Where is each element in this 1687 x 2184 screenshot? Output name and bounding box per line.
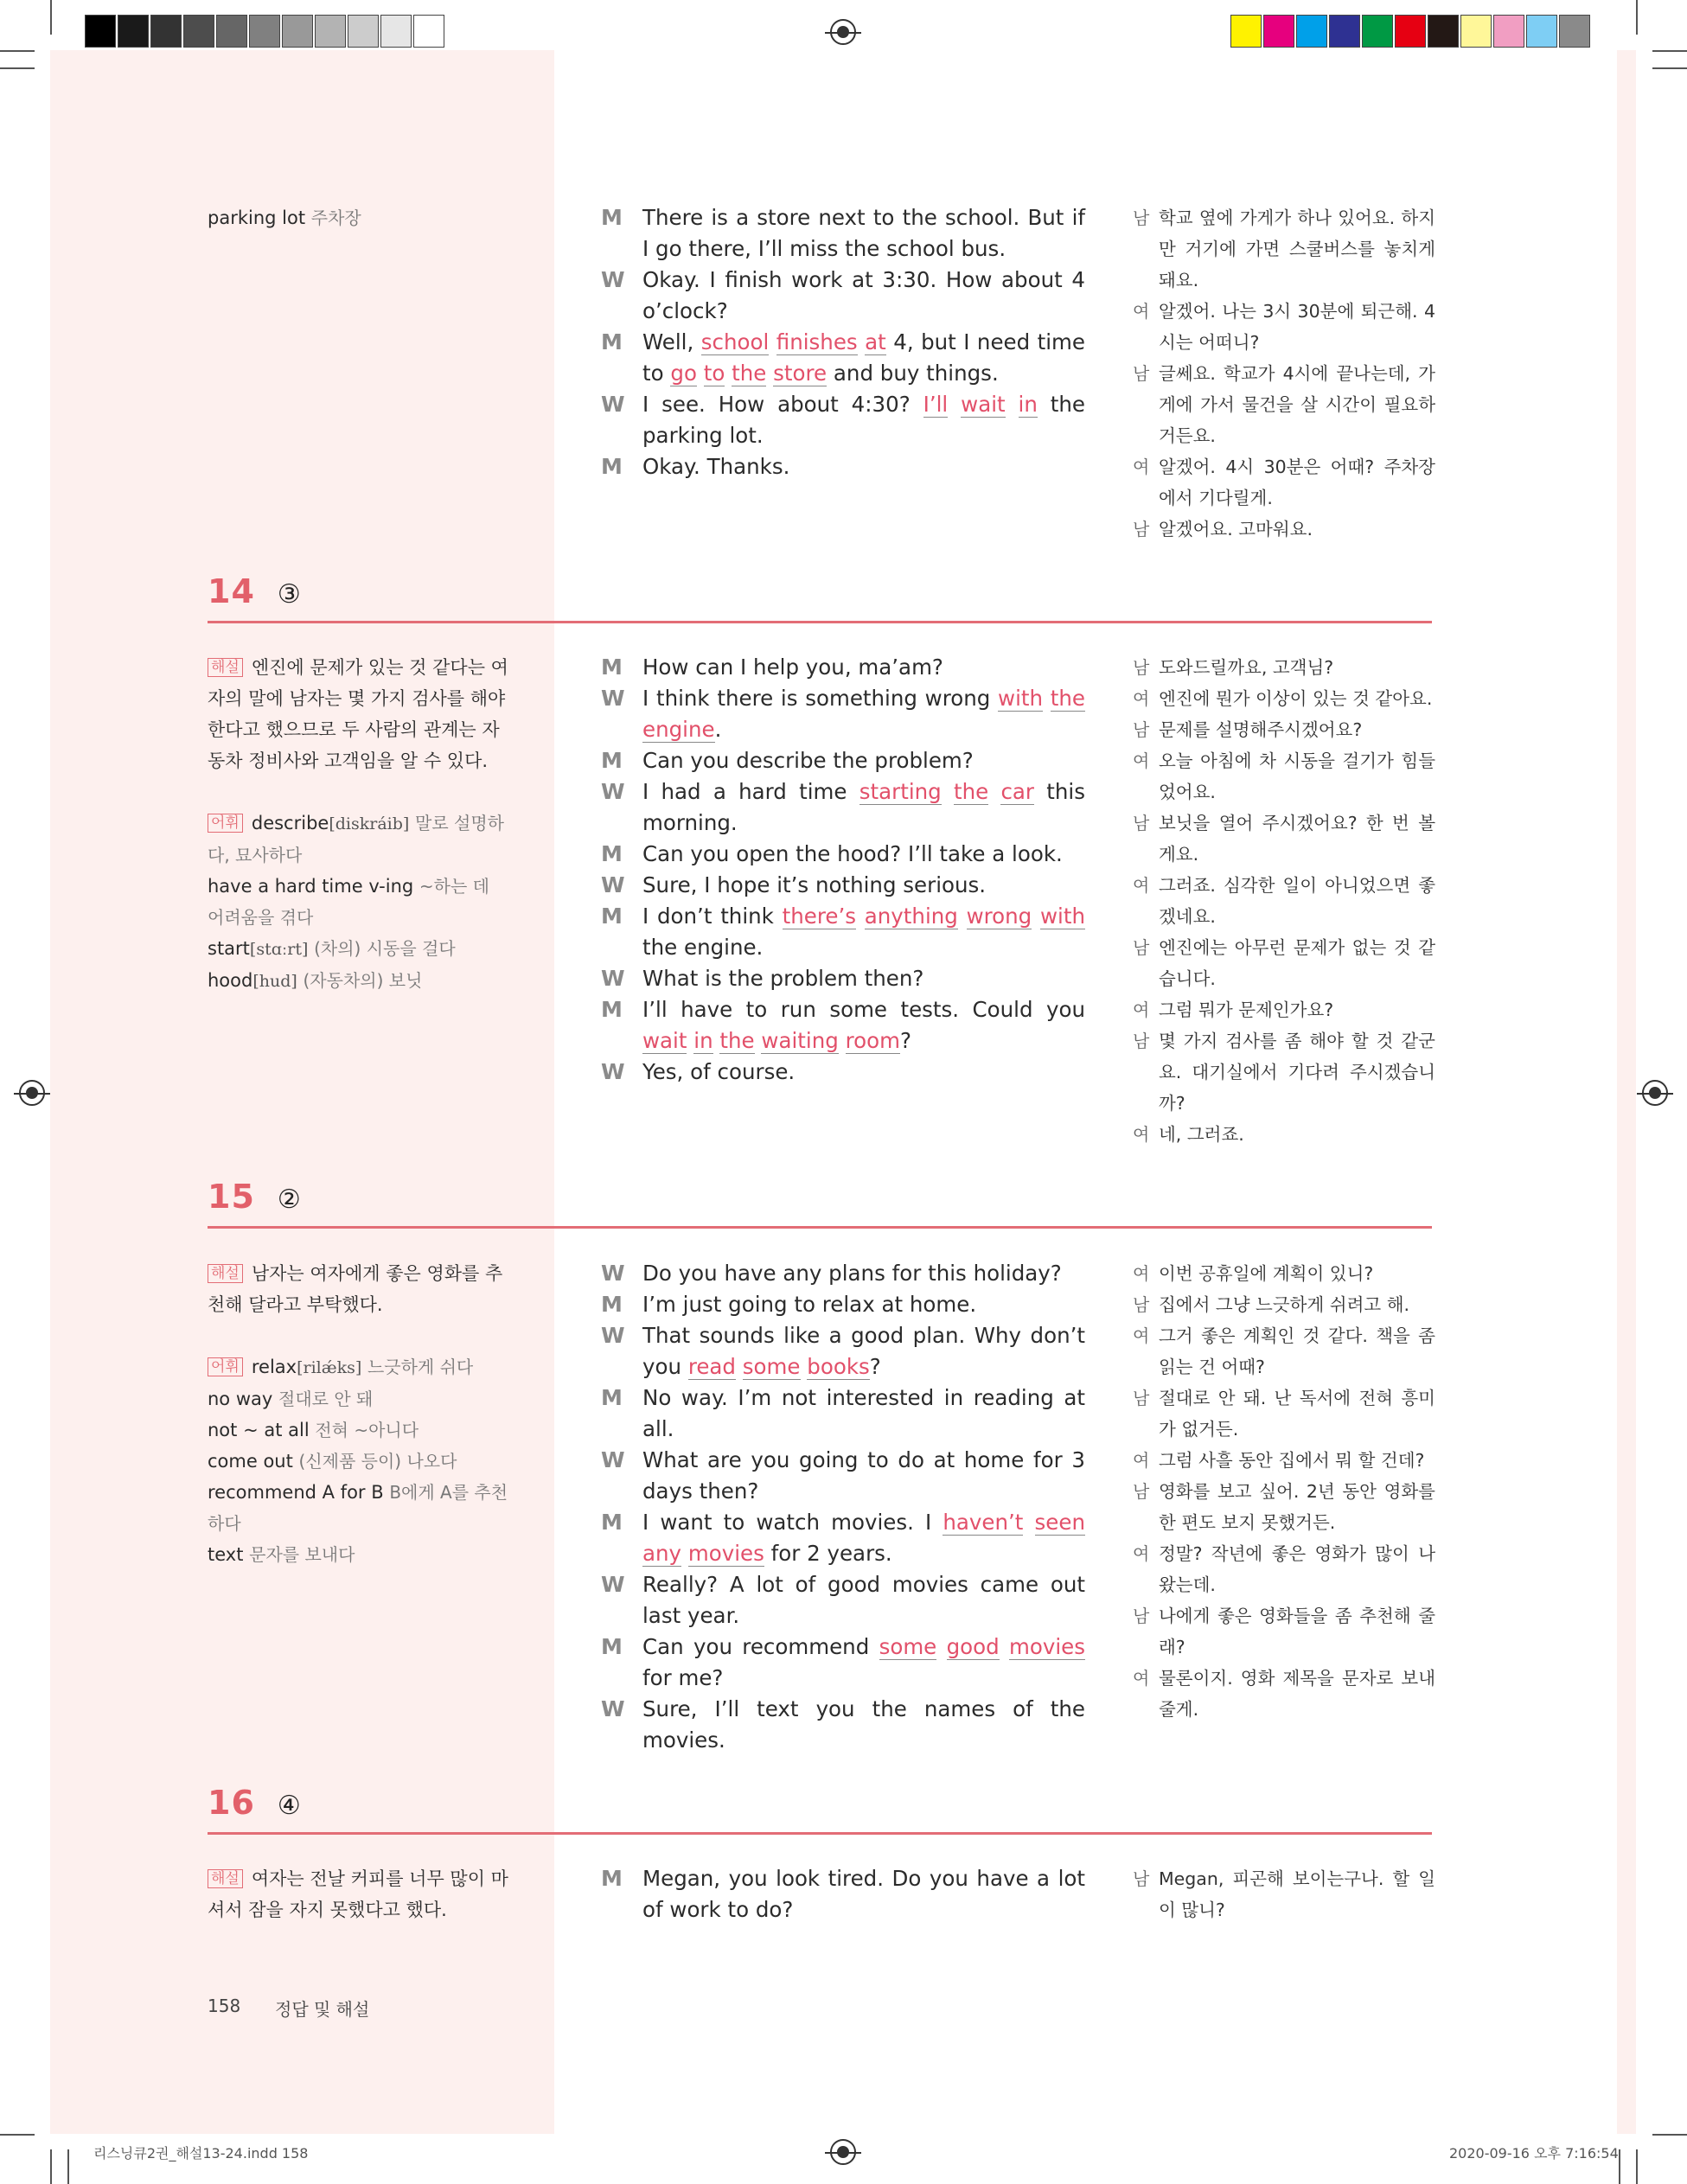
vocab-en: come out xyxy=(208,1451,293,1472)
color-swatch xyxy=(1329,15,1360,48)
translation-text: 그러죠. 심각한 일이 아니었으면 좋겠네요. xyxy=(1159,875,1435,927)
question-answer: ③ xyxy=(277,579,301,610)
vocab-ko: 문자를 보내다 xyxy=(249,1544,355,1565)
dialogue-line xyxy=(601,963,1085,994)
question-14-header xyxy=(208,572,301,610)
dialogue-line xyxy=(601,1320,1085,1383)
vocab-item xyxy=(208,202,510,233)
section-divider xyxy=(208,621,1432,623)
dialogue-text: I’m just going to relax at home. xyxy=(642,1292,977,1317)
dialogue-line xyxy=(601,389,1085,451)
dialogue-line xyxy=(601,327,1085,389)
explanation-tag: 해설 xyxy=(208,658,243,677)
speaker-label-ko: 남 xyxy=(1133,937,1150,958)
color-swatch xyxy=(1428,15,1459,48)
question-answer: ② xyxy=(277,1185,301,1215)
speaker-label-ko: 여 xyxy=(1133,1263,1150,1284)
fill-in-blank-answer: the xyxy=(719,1028,755,1053)
speaker-label-ko: 여 xyxy=(1133,750,1150,771)
fill-in-blank-answer: in xyxy=(693,1028,713,1053)
dialogue-text: There is a store next to the school. But if I go there, I’ll miss the school bus. xyxy=(642,205,1085,261)
translation-text: 정말? 작년에 좋은 영화가 많이 나왔는데. xyxy=(1159,1543,1435,1595)
dialogue-text: What are you going to do at home for 3 days then? xyxy=(642,1447,1085,1504)
dialogue-line xyxy=(601,839,1085,870)
dialogue-text: Yes, of course. xyxy=(642,1059,796,1084)
speaker-label-ko: 여 xyxy=(1133,1668,1150,1689)
speaker-label: W xyxy=(601,392,625,417)
fill-in-blank-answer: at xyxy=(865,329,886,354)
vocab-ko: 말로 설명하다, 묘사하다 xyxy=(208,813,504,865)
q14-dialogue xyxy=(601,652,1085,1088)
dialogue-text: No way. I’m not interested in reading at all. xyxy=(642,1385,1085,1441)
vocab-ko: (신제품 등이) 나오다 xyxy=(298,1451,457,1472)
vocab-en: recommend A for B xyxy=(208,1482,384,1503)
translation-line xyxy=(1133,514,1435,545)
fill-in-blank-answer: starting xyxy=(859,779,942,804)
speaker-label-ko: 남 xyxy=(1133,1294,1150,1315)
translation-text: 절대로 안 돼. 난 독서에 전혀 흥미가 없거든. xyxy=(1159,1388,1435,1440)
registration-mark-top xyxy=(830,19,856,45)
translation-line xyxy=(1133,296,1435,358)
gray-swatch xyxy=(348,15,379,48)
fill-in-blank-answer: in xyxy=(1018,392,1038,417)
speaker-label-ko: 여 xyxy=(1133,1325,1150,1346)
fill-in-blank-answer: haven’t xyxy=(943,1510,1024,1535)
q14-korean-translation xyxy=(1133,652,1435,1150)
color-swatch xyxy=(1362,15,1393,48)
vocab-tag: 어휘 xyxy=(208,1357,243,1376)
color-swatch xyxy=(1559,15,1590,48)
dialogue-line xyxy=(601,901,1085,963)
vocab-pronunciation: [rilǽks] xyxy=(297,1358,362,1377)
fill-in-blank-answer: wait xyxy=(642,1028,687,1053)
speaker-label: M xyxy=(601,205,623,230)
translation-text: 오늘 아침에 차 시동을 걸기가 힘들었어요. xyxy=(1159,750,1435,802)
speaker-label: M xyxy=(601,841,623,866)
dialogue-line xyxy=(601,1507,1085,1569)
fill-in-blank-answer: movies xyxy=(1009,1634,1086,1659)
color-swatch xyxy=(1493,15,1524,48)
dialogue-text: I don’t think there’s anything wrong with the engine. xyxy=(642,904,1085,960)
vocab-ko: 주차장 xyxy=(310,208,361,228)
translation-text: 알겠어. 4시 30분은 어때? 주차장에서 기다릴게. xyxy=(1159,457,1435,508)
translation-line xyxy=(1133,1025,1435,1119)
speaker-label: W xyxy=(601,1323,625,1348)
vocab-pronunciation: [stɑːrt] xyxy=(249,940,309,959)
q16-sidebar xyxy=(208,1863,510,1925)
fill-in-blank-answer: seen xyxy=(1034,1510,1085,1535)
dialogue-line xyxy=(601,1569,1085,1632)
translation-line xyxy=(1133,1258,1435,1289)
vocab-list xyxy=(208,808,510,997)
dialogue-line xyxy=(601,1445,1085,1507)
color-swatch xyxy=(1230,15,1262,48)
dialogue-text: Sure, I hope it’s nothing serious. xyxy=(642,872,987,897)
question-number: 16 xyxy=(208,1784,255,1822)
translation-text: 그럼 뭐가 문제인가요? xyxy=(1159,999,1334,1020)
vocab-en: text xyxy=(208,1544,244,1565)
fill-in-blank-answer: books xyxy=(807,1354,870,1379)
speaker-label: W xyxy=(601,686,625,711)
speaker-label: W xyxy=(601,1261,625,1286)
translation-line xyxy=(1133,1320,1435,1383)
dialogue-text: Can you recommend some good movies for me? xyxy=(642,1634,1086,1690)
speaker-label: M xyxy=(601,1866,623,1891)
fill-in-blank-answer: car xyxy=(1000,779,1035,804)
translation-line xyxy=(1133,683,1435,714)
dialogue-text: How can I help you, ma’am? xyxy=(642,655,943,680)
fill-in-blank-answer: wrong xyxy=(966,904,1032,929)
fill-in-blank-answer: wait xyxy=(961,392,1006,417)
q16-korean-translation xyxy=(1133,1863,1435,1925)
speaker-label-ko: 남 xyxy=(1133,657,1150,678)
speaker-label-ko: 남 xyxy=(1133,519,1150,540)
fill-in-blank-answer: the xyxy=(732,361,767,386)
translation-line xyxy=(1133,745,1435,808)
gray-swatch xyxy=(216,15,247,48)
dialogue-line xyxy=(601,776,1085,839)
fill-in-blank-answer: with xyxy=(1040,904,1085,929)
color-swatch xyxy=(1296,15,1327,48)
gray-swatch xyxy=(249,15,280,48)
translation-text: 엔진에 뭔가 이상이 있는 것 같아요. xyxy=(1159,688,1433,709)
fill-in-blank-answer: any xyxy=(642,1541,682,1566)
translation-line xyxy=(1133,932,1435,994)
speaker-label-ko: 여 xyxy=(1133,1543,1150,1564)
fill-in-blank-answer: anything xyxy=(864,904,958,929)
right-edge-background xyxy=(1617,50,1636,2134)
speaker-label: M xyxy=(601,1385,623,1410)
translation-line xyxy=(1133,1538,1435,1600)
gray-swatch xyxy=(413,15,444,48)
explanation xyxy=(208,1863,510,1925)
fill-in-blank-answer: the xyxy=(953,779,989,804)
dialogue-line xyxy=(601,683,1085,745)
explanation-tag: 해설 xyxy=(208,1869,243,1888)
dialogue-line xyxy=(601,1383,1085,1445)
translation-line xyxy=(1133,714,1435,745)
speaker-label-ko: 여 xyxy=(1133,875,1150,896)
speaker-label: M xyxy=(601,748,623,773)
speaker-label: M xyxy=(601,655,623,680)
translation-line xyxy=(1133,202,1435,296)
translation-text: 알겠어요. 고마워요. xyxy=(1159,519,1313,540)
vocab-tag: 어휘 xyxy=(208,814,243,833)
vocab-en: parking lot xyxy=(208,208,306,228)
dialogue-line xyxy=(601,265,1085,327)
vocab-item xyxy=(208,1446,510,1477)
translation-line xyxy=(1133,1445,1435,1476)
color-swatch xyxy=(1526,15,1557,48)
vocab-ko: 절대로 안 돼 xyxy=(278,1389,374,1409)
speaker-label-ko: 남 xyxy=(1133,1606,1150,1626)
slug-file-info: 리스닝큐2권_해설13-24.indd 158 xyxy=(93,2145,309,2162)
slug-date-info: 2020-09-16 오후 7:16:54 xyxy=(1449,2145,1619,2162)
speaker-label-ko: 여 xyxy=(1133,688,1150,709)
speaker-label-ko: 여 xyxy=(1133,1124,1150,1145)
vocab-en: no way xyxy=(208,1389,273,1409)
vocab-item xyxy=(208,1414,510,1446)
fill-in-blank-answer: finishes xyxy=(776,329,858,354)
q16-dialogue xyxy=(601,1863,1085,1925)
vocab-ko: 느긋하게 쉬다 xyxy=(367,1357,474,1377)
translation-text: 알겠어. 나는 3시 30분에 퇴근해. 4시는 어떠니? xyxy=(1159,301,1435,353)
fill-in-blank-answer: I’ll xyxy=(923,392,949,417)
registration-mark-right xyxy=(1642,1080,1668,1106)
speaker-label: M xyxy=(601,904,623,929)
dialogue-line xyxy=(601,745,1085,776)
dialogue-text: Do you have any plans for this holiday? xyxy=(642,1261,1062,1286)
translation-line xyxy=(1133,1663,1435,1725)
translation-text: 학교 옆에 가게가 하나 있어요. 하지만 거기에 가면 스쿨버스를 놓치게 돼요. xyxy=(1159,208,1435,291)
fill-in-blank-answer: some xyxy=(742,1354,801,1379)
dialogue-text: I want to watch movies. I haven’t seen any movies for 2 years. xyxy=(642,1510,1085,1566)
dialogue-text: I see. How about 4:30? I’ll wait in the parking lot. xyxy=(642,392,1085,448)
speaker-label: W xyxy=(601,966,625,991)
section-label: 정답 및 해설 xyxy=(275,1999,370,2020)
vocab-ko: 전혀 ~아니다 xyxy=(315,1420,419,1440)
q14-sidebar xyxy=(208,652,510,997)
registration-mark-bottom xyxy=(830,2139,856,2165)
vocab-item xyxy=(208,1351,510,1383)
dialogue-line xyxy=(601,1289,1085,1320)
speaker-label: M xyxy=(601,997,623,1022)
dialogue-text: Can you describe the problem? xyxy=(642,748,974,773)
explanation xyxy=(208,652,510,776)
speaker-label: W xyxy=(601,1059,625,1084)
vocab-item xyxy=(208,1539,510,1570)
translation-text: 문제를 설명해주시겠어요? xyxy=(1159,719,1363,740)
vocab-item xyxy=(208,808,510,871)
explanation-text: 남자는 여자에게 좋은 영화를 추천해 달라고 부탁했다. xyxy=(208,1263,503,1315)
speaker-label-ko: 남 xyxy=(1133,1031,1150,1051)
top-dialogue xyxy=(601,202,1085,482)
speaker-label: W xyxy=(601,1447,625,1472)
dialogue-text: I think there is something wrong with the engine. xyxy=(642,686,1085,742)
explanation xyxy=(208,1258,510,1320)
speaker-label-ko: 여 xyxy=(1133,457,1150,477)
vocab-ko: (차의) 시동을 걸다 xyxy=(314,938,456,959)
speaker-label-ko: 남 xyxy=(1133,208,1150,228)
dialogue-text: I had a hard time starting the car this morning. xyxy=(642,779,1085,835)
translation-text: 보닛을 열어 주시겠어요? 한 번 볼게요. xyxy=(1159,813,1435,865)
dialogue-line xyxy=(601,870,1085,901)
gray-swatch xyxy=(150,15,182,48)
translation-text: 네, 그러죠. xyxy=(1159,1124,1244,1145)
fill-in-blank-answer: with xyxy=(998,686,1044,711)
speaker-label: W xyxy=(601,267,625,292)
speaker-label-ko: 남 xyxy=(1133,813,1150,833)
color-swatch xyxy=(1263,15,1294,48)
translation-text: 물론이지. 영화 제목을 문자로 보내줄게. xyxy=(1159,1668,1435,1720)
gray-swatch xyxy=(315,15,346,48)
speaker-label-ko: 남 xyxy=(1133,1481,1150,1502)
color-swatch xyxy=(1460,15,1492,48)
dialogue-text: Sure, I’ll text you the names of the movies. xyxy=(642,1696,1085,1753)
vocab-item xyxy=(208,1383,510,1414)
speaker-label-ko: 남 xyxy=(1133,1868,1150,1889)
speaker-label: M xyxy=(601,329,623,354)
dialogue-line xyxy=(601,652,1085,683)
q15-dialogue xyxy=(601,1258,1085,1756)
color-swatch xyxy=(1395,15,1426,48)
speaker-label: M xyxy=(601,1292,623,1317)
speaker-label: M xyxy=(601,1634,623,1659)
gray-swatch xyxy=(282,15,313,48)
question-15-header xyxy=(208,1178,301,1216)
translation-text: 도와드릴까요, 고객님? xyxy=(1159,657,1334,678)
dialogue-text: What is the problem then? xyxy=(642,966,924,991)
question-answer: ④ xyxy=(277,1791,301,1821)
fill-in-blank-answer: store xyxy=(773,361,828,386)
section-divider xyxy=(208,1226,1432,1229)
translation-line xyxy=(1133,358,1435,451)
fill-in-blank-answer: go xyxy=(670,361,697,386)
fill-in-blank-answer: school xyxy=(700,329,770,354)
top-korean-translation xyxy=(1133,202,1435,545)
dialogue-text: Can you open the hood? I’ll take a look. xyxy=(642,841,1063,866)
question-number: 15 xyxy=(208,1178,255,1216)
translation-line xyxy=(1133,652,1435,683)
speaker-label-ko: 남 xyxy=(1133,1388,1150,1408)
translation-line xyxy=(1133,870,1435,932)
gray-swatch xyxy=(85,15,116,48)
translation-text: 엔진에는 아무런 문제가 없는 것 같습니다. xyxy=(1159,937,1435,989)
page-number: 158 xyxy=(208,1996,241,2016)
translation-text: 글쎄요. 학교가 4시에 끝나는데, 가게에 가서 물건을 살 시간이 필요하거든요. xyxy=(1159,363,1435,446)
explanation-text: 엔진에 문제가 있는 것 같다는 여자의 말에 남자는 몇 가지 검사를 해야 한다고 했으므로 두 사람의 관계는 자동차 정비사와 고객임을 알 수 있다. xyxy=(208,657,508,771)
explanation-text: 여자는 전날 커피를 너무 많이 마셔서 잠을 자지 못했다고 했다. xyxy=(208,1868,508,1920)
fill-in-blank-answer: good xyxy=(946,1634,1000,1659)
vocab-item xyxy=(208,965,510,997)
translation-line xyxy=(1133,1383,1435,1445)
dialogue-text: Okay. I finish work at 3:30. How about 4 o’clock? xyxy=(642,267,1085,323)
translation-text: Megan, 피곤해 보이는구나. 할 일이 많니? xyxy=(1159,1868,1435,1920)
dialogue-line xyxy=(601,451,1085,482)
dialogue-line xyxy=(601,1258,1085,1289)
dialogue-line xyxy=(601,1863,1085,1925)
dialogue-text: Really? A lot of good movies came out last year. xyxy=(642,1572,1085,1628)
section-divider xyxy=(208,1832,1432,1835)
dialogue-line xyxy=(601,202,1085,265)
translation-line xyxy=(1133,808,1435,870)
vocab-en: describe xyxy=(251,813,329,833)
fill-in-blank-answer: waiting xyxy=(761,1028,839,1053)
speaker-label-ko: 여 xyxy=(1133,1450,1150,1471)
vocab-ko: ~하는 데 어려움을 겪다 xyxy=(208,876,489,928)
vocab-pronunciation: [hud] xyxy=(252,972,297,991)
speaker-label: M xyxy=(601,1510,623,1535)
dialogue-text: I’ll have to run some tests. Could you wait in the waiting room? xyxy=(642,997,1085,1053)
vocab-ko: (자동차의) 보닛 xyxy=(303,970,423,991)
dialogue-line xyxy=(601,1057,1085,1088)
fill-in-blank-answer: there’s xyxy=(782,904,856,929)
vocab-ko: B에게 A를 추천하다 xyxy=(208,1482,508,1534)
dialogue-text: Well, school finishes at 4, but I need time to go to the store and buy things. xyxy=(642,329,1085,386)
dialogue-line xyxy=(601,1632,1085,1694)
vocab-item xyxy=(208,871,510,933)
explanation-tag: 해설 xyxy=(208,1264,243,1283)
fill-in-blank-answer: to xyxy=(703,361,725,386)
speaker-label-ko: 여 xyxy=(1133,999,1150,1020)
vocab-en: hood xyxy=(208,970,253,991)
top-vocab xyxy=(208,202,510,233)
translation-line xyxy=(1133,451,1435,514)
speaker-label: W xyxy=(601,1696,625,1721)
fill-in-blank-answer: engine xyxy=(642,717,715,742)
translation-text: 그거 좋은 계획인 것 같다. 책을 좀 읽는 건 어때? xyxy=(1159,1325,1435,1377)
translation-line xyxy=(1133,1119,1435,1150)
translation-text: 영화를 보고 싶어. 2년 동안 영화를 한 편도 보지 못했거든. xyxy=(1159,1481,1435,1533)
gray-swatch xyxy=(118,15,149,48)
speaker-label-ko: 여 xyxy=(1133,301,1150,322)
speaker-label: W xyxy=(601,779,625,804)
translation-line xyxy=(1133,994,1435,1025)
fill-in-blank-answer: read xyxy=(687,1354,736,1379)
vocab-pronunciation: [diskráib] xyxy=(329,814,410,833)
speaker-label: W xyxy=(601,1572,625,1597)
dialogue-line xyxy=(601,994,1085,1057)
dialogue-text: That sounds like a good plan. Why don’t you read some books? xyxy=(642,1323,1085,1379)
fill-in-blank-answer: some xyxy=(879,1634,937,1659)
fill-in-blank-answer: the xyxy=(1050,686,1085,711)
sidebar-background xyxy=(50,50,554,2134)
translation-text: 몇 가지 검사를 좀 해야 할 것 같군요. 대기실에서 기다려 주시겠습니까? xyxy=(1159,1031,1435,1114)
speaker-label-ko: 남 xyxy=(1133,719,1150,740)
vocab-item xyxy=(208,933,510,965)
vocab-en: relax xyxy=(251,1357,297,1377)
translation-line xyxy=(1133,1863,1435,1925)
translation-line xyxy=(1133,1476,1435,1538)
question-number: 14 xyxy=(208,572,255,610)
question-16-header xyxy=(208,1784,301,1822)
speaker-label-ko: 남 xyxy=(1133,363,1150,384)
q15-sidebar xyxy=(208,1258,510,1570)
vocab-item xyxy=(208,1477,510,1539)
translation-line xyxy=(1133,1600,1435,1663)
q15-korean-translation xyxy=(1133,1258,1435,1725)
translation-line xyxy=(1133,1289,1435,1320)
dialogue-text: Megan, you look tired. Do you have a lot of work to do? xyxy=(642,1866,1085,1922)
dialogue-line xyxy=(601,1694,1085,1756)
dialogue-text: Okay. Thanks. xyxy=(642,454,790,479)
speaker-label: M xyxy=(601,454,623,479)
translation-text: 이번 공휴일에 계획이 있니? xyxy=(1159,1263,1374,1284)
fill-in-blank-answer: movies xyxy=(687,1541,764,1566)
registration-mark-left xyxy=(19,1080,45,1106)
vocab-en: not ~ at all xyxy=(208,1420,310,1440)
gray-swatch xyxy=(380,15,412,48)
speaker-label: W xyxy=(601,872,625,897)
translation-text: 집에서 그냥 느긋하게 쉬려고 해. xyxy=(1159,1294,1410,1315)
gray-swatch xyxy=(183,15,214,48)
translation-text: 나에게 좋은 영화들을 좀 추천해 줄래? xyxy=(1159,1606,1435,1657)
vocab-en: start xyxy=(208,938,250,959)
vocab-en: have a hard time v-ing xyxy=(208,876,414,897)
fill-in-blank-answer: room xyxy=(845,1028,900,1053)
vocab-list xyxy=(208,1351,510,1570)
translation-text: 그럼 사흘 동안 집에서 뭐 할 건데? xyxy=(1159,1450,1425,1471)
